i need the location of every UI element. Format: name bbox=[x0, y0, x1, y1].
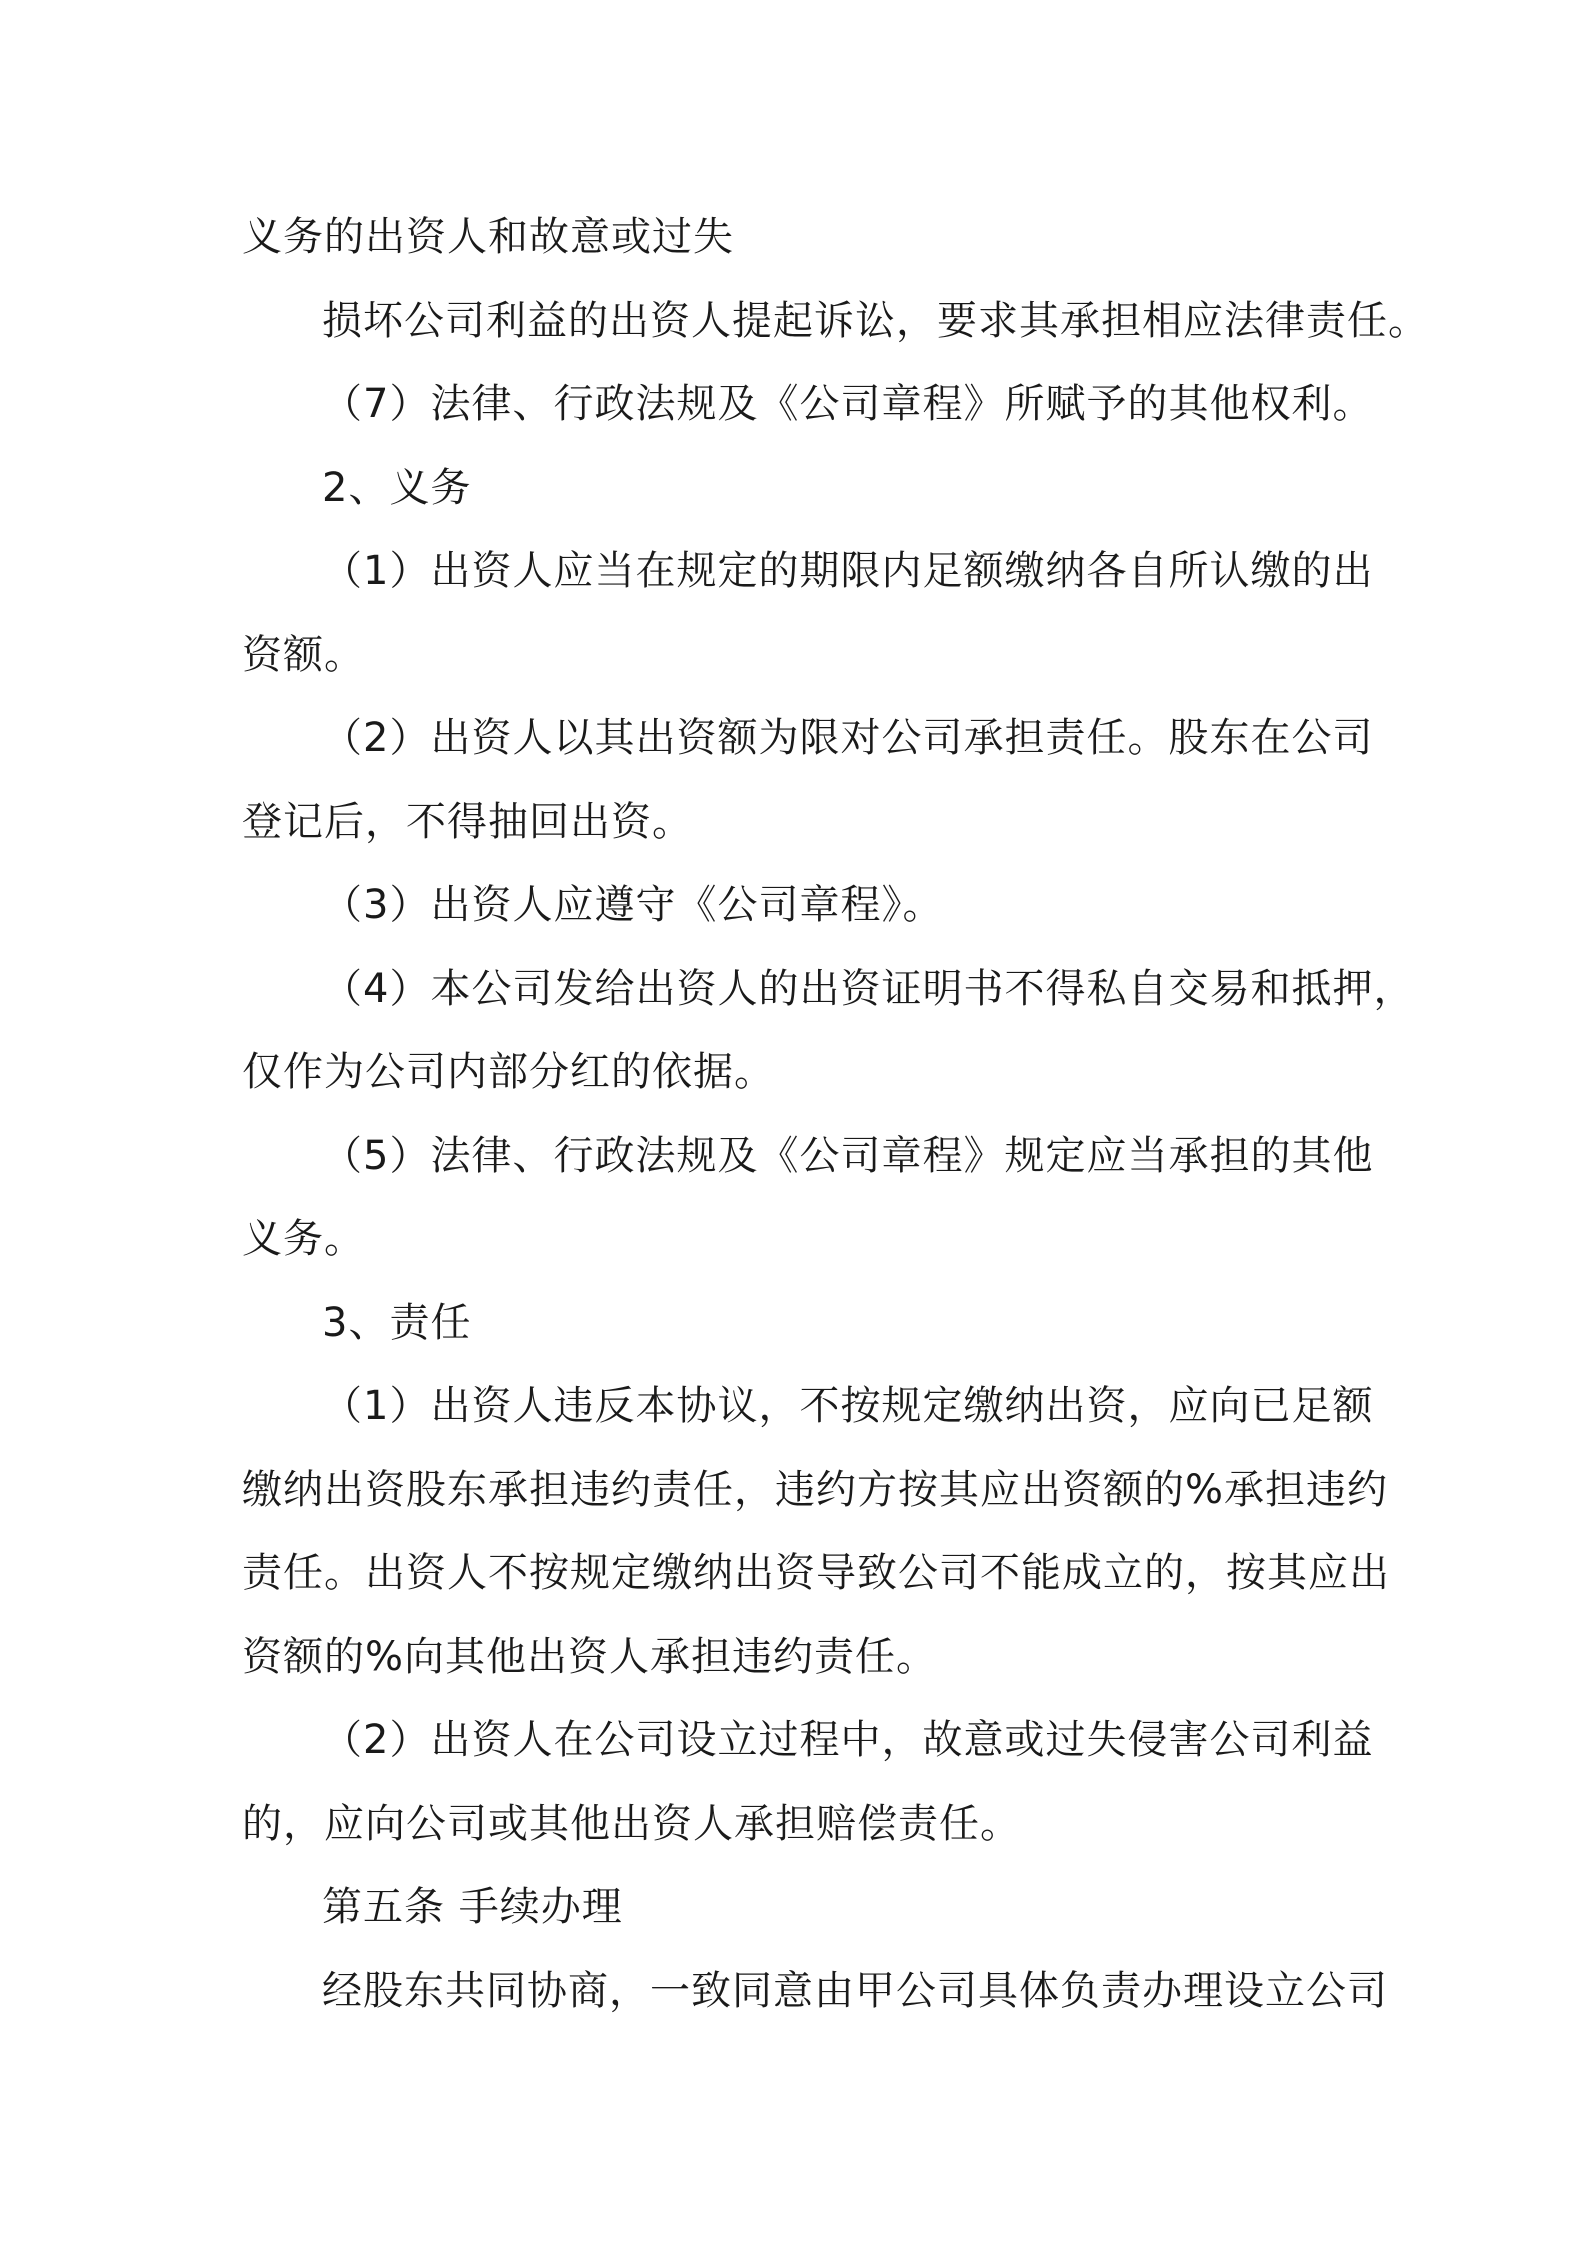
section-heading-liability: 3、责任 bbox=[322, 1299, 472, 1346]
text-line: （2）出资人以其出资额为限对公司承担责任。股东在公司 bbox=[322, 715, 1374, 761]
text-line: （1）出资人应当在规定的期限内足额缴纳各自所认缴的出 bbox=[322, 548, 1374, 594]
text-line: 责任。出资人不按规定缴纳出资导致公司不能成立的，按其应出 bbox=[242, 1550, 1390, 1596]
text-line: 的，应向公司或其他出资人承担赔偿责任。 bbox=[242, 1800, 1021, 1847]
text-line: 资额的%向其他出资人承担违约责任。 bbox=[242, 1633, 938, 1680]
text-line: 损坏公司利益的出资人提起诉讼，要求其承担相应法律责任。 bbox=[322, 297, 1429, 344]
text-line: 资额。 bbox=[242, 631, 365, 678]
article-heading-procedures: 第五条 手续办理 bbox=[322, 1884, 623, 1930]
document-body bbox=[242, 196, 1429, 2033]
text-line: 经股东共同协商，一致同意由甲公司具体负责办理设立公司 bbox=[322, 1967, 1388, 2014]
text-line: （5）法律、行政法规及《公司章程》规定应当承担的其他 bbox=[322, 1132, 1374, 1179]
text-line: 仅作为公司内部分红的依据。 bbox=[242, 1049, 775, 1095]
text-line: 义务。 bbox=[242, 1216, 365, 1262]
text-line: （7）法律、行政法规及《公司章程》所赋予的其他权利。 bbox=[322, 381, 1374, 427]
text-line: 义务的出资人和故意或过失 bbox=[242, 214, 734, 260]
text-line: （3）出资人应遵守《公司章程》。 bbox=[322, 882, 944, 928]
text-line: （1）出资人违反本协议，不按规定缴纳出资，应向已足额 bbox=[322, 1383, 1374, 1429]
text-line: （2）出资人在公司设立过程中，故意或过失侵害公司利益 bbox=[322, 1717, 1374, 1763]
text-line: 登记后，不得抽回出资。 bbox=[242, 798, 693, 845]
section-heading-obligations: 2、义务 bbox=[322, 464, 472, 511]
text-line: 缴纳出资股东承担违约责任，违约方按其应出资额的%承担违约 bbox=[242, 1466, 1389, 1513]
text-line: （4）本公司发给出资人的出资证明书不得私自交易和抵押， bbox=[322, 965, 1415, 1012]
